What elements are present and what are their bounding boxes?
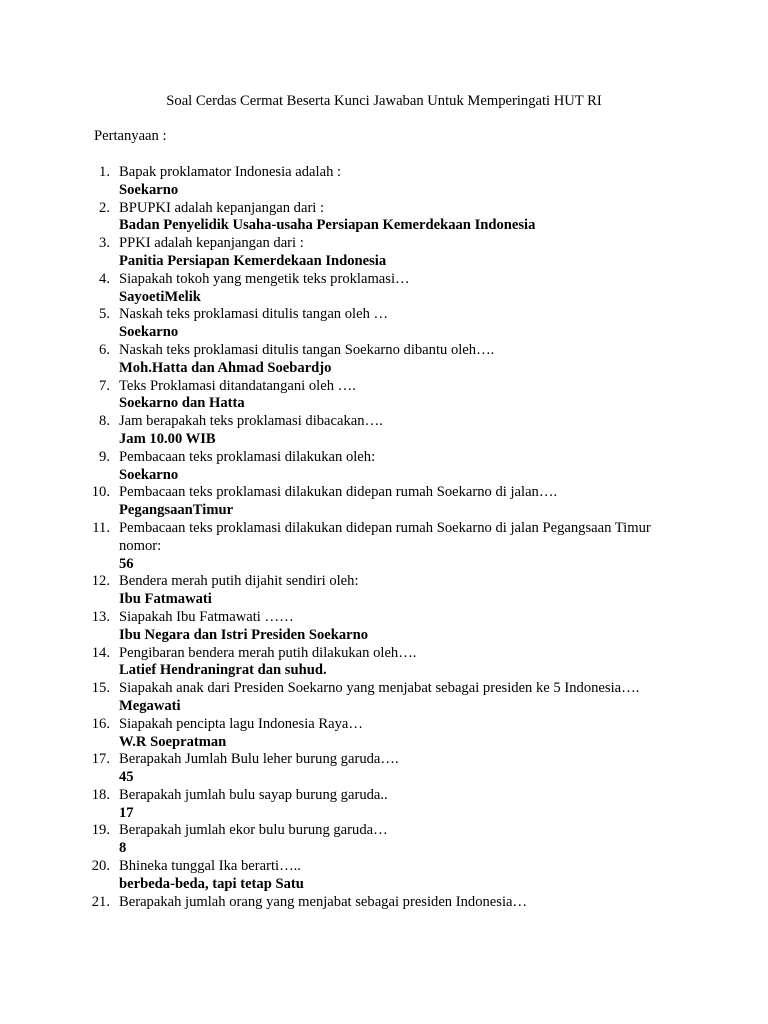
question-item <box>86 306 686 342</box>
question-number: 19. <box>91 822 110 839</box>
answer-text: Jam 10.00 WIB <box>119 430 216 447</box>
question-item <box>86 449 686 485</box>
question-item <box>86 413 686 449</box>
question-number: 2. <box>99 199 110 216</box>
answer-text: PegangsaanTimur <box>119 502 234 519</box>
question-list <box>86 164 686 911</box>
question-text: Pengibaran bendera merah putih dilakukan oleh…. <box>119 644 417 661</box>
question-text: Bapak proklamator Indonesia adalah : <box>119 164 342 180</box>
question-text: BPUPKI adalah kepanjangan dari : <box>119 199 325 216</box>
question-number: 16. <box>91 715 110 732</box>
answer-text: W.R Soepratman <box>119 733 227 750</box>
answer-text: Megawati <box>119 697 181 714</box>
question-number: 9. <box>99 448 110 465</box>
question-text: Pembacaan teks proklamasi dilakukan didepan rumah Soekarno di jalan Pegangsaan Timur nomor: <box>119 519 651 554</box>
answer-text: Soekarno <box>119 324 179 341</box>
question-number: 17. <box>91 751 110 768</box>
question-text: Jam berapakah teks proklamasi dibacakan…. <box>119 413 383 430</box>
answer-text: 17 <box>119 804 134 821</box>
question-item <box>86 164 686 200</box>
question-item <box>86 342 686 378</box>
answer-text: berbeda-beda, tapi tetap Satu <box>119 875 304 892</box>
question-item <box>86 680 686 716</box>
question-item <box>86 573 686 609</box>
question-item <box>86 235 686 271</box>
answer-text: Ibu Fatmawati <box>119 591 212 608</box>
question-item <box>86 378 686 414</box>
question-number: 21. <box>91 893 110 910</box>
question-text: Naskah teks proklamasi ditulis tangan oleh … <box>119 306 389 323</box>
question-text: Siapakah tokoh yang mengetik teks proklamasi… <box>119 270 410 287</box>
question-text: Berapakah jumlah orang yang menjabat sebagai presiden Indonesia… <box>119 893 528 910</box>
question-number: 7. <box>99 377 110 394</box>
document-title: Soal Cerdas Cermat Beserta Kunci Jawaban Untuk Memperingati HUT RI <box>166 93 602 109</box>
question-item <box>86 716 686 752</box>
question-text: PPKI adalah kepanjangan dari : <box>119 235 304 252</box>
question-text: Siapakah anak dari Presiden Soekarno yang menjabat sebagai presiden ke 5 Indonesia…. <box>119 680 640 697</box>
question-item <box>86 822 686 858</box>
question-number: 15. <box>91 680 110 697</box>
question-item <box>86 645 686 681</box>
question-item <box>86 609 686 645</box>
question-number: 11. <box>92 519 110 536</box>
question-text: Pembacaan teks proklamasi dilakukan didepan rumah Soekarno di jalan…. <box>119 484 558 501</box>
question-item <box>86 200 686 236</box>
question-number: 8. <box>99 413 110 430</box>
question-number: 14. <box>91 644 110 661</box>
question-item <box>86 751 686 787</box>
question-number: 5. <box>99 306 110 323</box>
question-item <box>86 271 686 307</box>
answer-text: Soekarno <box>119 466 179 483</box>
answer-text: Ibu Negara dan Istri Presiden Soekarno <box>119 626 369 643</box>
section-label: Pertanyaan : <box>94 128 167 144</box>
question-text: Berapakah jumlah bulu sayap burung garuda.. <box>119 786 388 803</box>
question-number: 20. <box>91 858 110 875</box>
question-item <box>86 484 686 520</box>
question-number: 6. <box>99 341 110 358</box>
question-number: 13. <box>91 608 110 625</box>
answer-text: SayoetiMelik <box>119 288 201 305</box>
answer-text: Badan Penyelidik Usaha-usaha Persiapan Kemerdekaan Indonesia <box>119 217 536 234</box>
question-number: 3. <box>99 235 110 252</box>
question-text: Pembacaan teks proklamasi dilakukan oleh: <box>119 448 376 465</box>
answer-text: Panitia Persiapan Kemerdekaan Indonesia <box>119 252 387 269</box>
question-item <box>86 894 686 912</box>
question-text: Bendera merah putih dijahit sendiri oleh: <box>119 573 359 590</box>
question-item <box>86 787 686 823</box>
question-number: 12. <box>91 573 110 590</box>
question-item <box>86 520 686 573</box>
question-number: 10. <box>91 484 110 501</box>
question-text: Bhineka tunggal Ika berarti….. <box>119 858 301 875</box>
answer-text: 8 <box>119 840 127 857</box>
question-number: 4. <box>99 270 110 287</box>
question-text: Berapakah Jumlah Bulu leher burung garuda…. <box>119 751 399 768</box>
answer-text: Soekarno <box>119 181 179 198</box>
question-item <box>86 858 686 894</box>
question-number: 1. <box>99 164 110 180</box>
answer-text: Moh.Hatta dan Ahmad Soebardjo <box>119 359 332 376</box>
question-text: Siapakah Ibu Fatmawati …… <box>119 608 294 625</box>
question-text: Naskah teks proklamasi ditulis tangan Soekarno dibantu oleh…. <box>119 341 495 358</box>
answer-text: Soekarno dan Hatta <box>119 395 245 412</box>
question-number: 18. <box>91 786 110 803</box>
answer-text: 56 <box>119 555 134 572</box>
question-text: Teks Proklamasi ditandatangani oleh …. <box>119 377 356 394</box>
question-text: Siapakah pencipta lagu Indonesia Raya… <box>119 715 363 732</box>
answer-text: 45 <box>119 769 134 786</box>
answer-text: Latief Hendraningrat dan suhud. <box>119 662 327 679</box>
question-text: Berapakah jumlah ekor bulu burung garuda… <box>119 822 388 839</box>
